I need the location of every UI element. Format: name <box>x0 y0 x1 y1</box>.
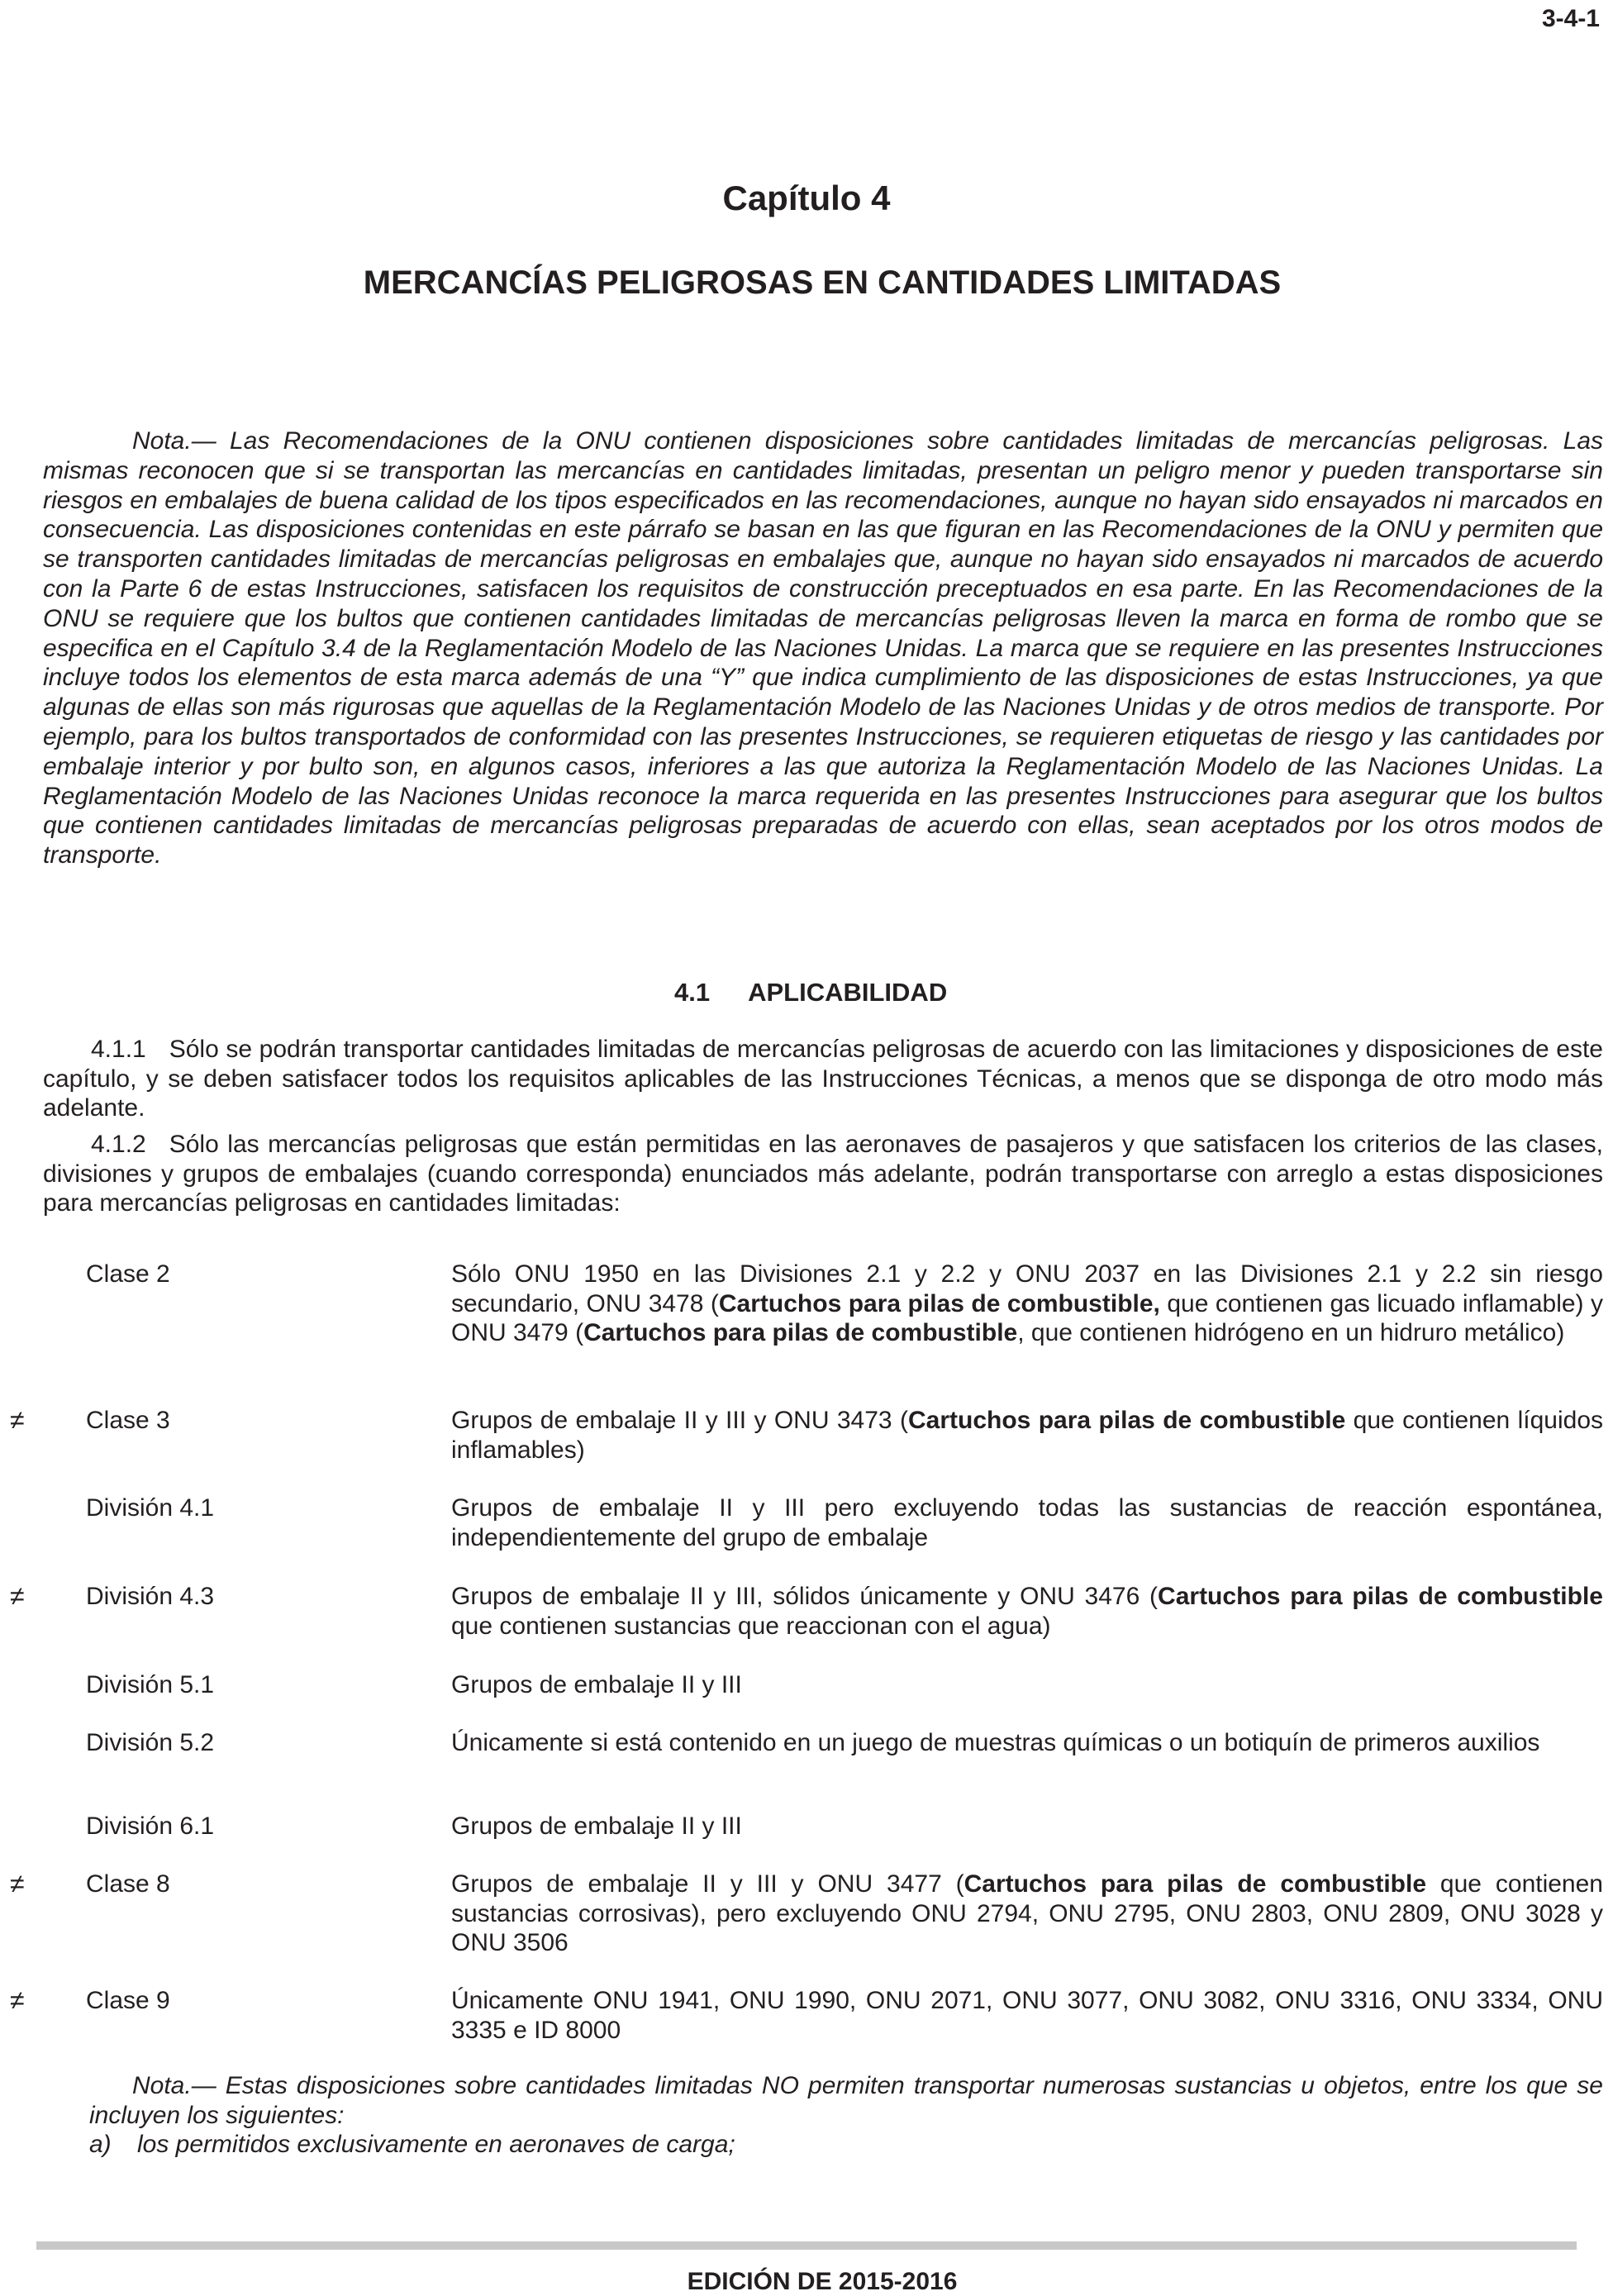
bold-term: Cartuchos para pilas de combustible <box>583 1319 1018 1346</box>
chapter-label: Capítulo 4 <box>722 179 891 217</box>
bold-term: Cartuchos para pilas de combustible, <box>718 1289 1160 1317</box>
class-description <box>451 1812 1603 1841</box>
change-marker: ≠ <box>10 1405 25 1435</box>
class-label: Clase 9 <box>86 1987 170 2014</box>
section-number: 4.1 <box>674 978 711 1007</box>
page-number: 3-4-1 <box>1541 5 1600 32</box>
class-label: División 6.1 <box>86 1813 215 1840</box>
class-description <box>451 1986 1603 2045</box>
paragraph-4-1-1 <box>43 1035 1603 1123</box>
list-item <box>89 2131 735 2159</box>
class-label: División 5.2 <box>86 1729 215 1756</box>
description-text: que contienen sustancias que reaccionan con el agua) <box>451 1612 1051 1640</box>
class-label: División 4.3 <box>86 1583 215 1610</box>
description-text: Grupos de embalaje II y III, sólidos únicamente y ONU 3476 ( <box>451 1583 1159 1610</box>
class-description <box>451 1406 1603 1465</box>
class-description <box>451 1870 1603 1958</box>
description-text: que contienen líquidos inflamables) <box>451 1407 1603 1464</box>
chapter-title: MERCANCÍAS PELIGROSAS EN CANTIDADES LIMITADAS <box>363 264 1282 301</box>
class-label: División 4.1 <box>86 1494 215 1522</box>
description-text: que contienen sustancias corrosivas), pero excluyendo ONU 2794, ONU 2795, ONU 2803, ONU 2809, ONU 3028 y ONU 3506 <box>451 1870 1603 1956</box>
change-marker: ≠ <box>10 1581 25 1611</box>
description-text: Grupos de embalaje II y III <box>451 1671 742 1698</box>
bold-term: Cartuchos para pilas de combustible <box>1158 1583 1603 1610</box>
section-heading <box>674 978 947 1007</box>
class-description <box>451 1728 1603 1758</box>
change-marker: ≠ <box>10 1985 25 2015</box>
change-marker: ≠ <box>10 1869 25 1898</box>
list-item-letter: a) <box>89 2131 112 2158</box>
class-description <box>451 1670 1603 1700</box>
class-description <box>451 1493 1603 1552</box>
class-label: Clase 2 <box>86 1260 170 1288</box>
description-text: , que contienen hidrógeno en un hidruro metálico) <box>1017 1319 1565 1346</box>
paragraph-text: Sólo se podrán transportar cantidades limitadas de mercancías peligrosas de acuerdo con las limitaciones y disposiciones de este capítulo, y se deben satisfacer todos los requisitos aplicables de las Instrucciones Técnicas, a menos que se disponga de otro modo más adelante. <box>43 1036 1603 1122</box>
list-item-text: los permitidos exclusivamente en aeronaves de carga; <box>137 2131 735 2158</box>
bold-term: Cartuchos para pilas de combustible <box>964 1870 1427 1898</box>
paragraph-4-1-2 <box>43 1130 1603 1218</box>
class-description <box>451 1260 1603 1348</box>
description-text: Únicamente si está contenido en un juego de muestras químicas o un botiquín de primeros auxilios <box>451 1729 1540 1756</box>
footer-rule <box>36 2241 1577 2250</box>
class-label: División 5.1 <box>86 1671 215 1698</box>
description-text: Sólo ONU 1950 en las Divisiones 2.1 y 2.2 y ONU 2037 en las Divisiones 2.1 y 2.2 sin riesgo secundario, ONU 3478 ( <box>451 1260 1603 1317</box>
paragraph-number: 4.1.2 <box>91 1131 146 1158</box>
class-label: Clase 8 <box>86 1870 170 1898</box>
paragraph-number: 4.1.1 <box>91 1036 146 1063</box>
description-text: Grupos de embalaje II y III <box>451 1813 742 1840</box>
class-label: Clase 3 <box>86 1407 170 1434</box>
section-title: APLICABILIDAD <box>748 978 948 1007</box>
class-description <box>451 1582 1603 1641</box>
bold-term: Cartuchos para pilas de combustible <box>907 1407 1346 1434</box>
description-text: Grupos de embalaje II y III y ONU 3473 ( <box>451 1407 908 1434</box>
description-text: Grupos de embalaje II y III y ONU 3477 ( <box>451 1870 964 1898</box>
description-text: Grupos de embalaje II y III pero excluyendo todas las sustancias de reacción espontánea, independientemente del grupo de embalaje <box>451 1494 1603 1551</box>
closing-note: Nota.— Estas disposiciones sobre cantidades limitadas NO permiten transportar numerosas sustancias u objetos, entre los que se incluyen los siguientes: <box>89 2072 1603 2129</box>
description-text: que contienen gas licuado inflamable) y ONU 3479 ( <box>451 1289 1604 1346</box>
edition-footer: EDICIÓN DE 2015-2016 <box>687 2268 958 2295</box>
paragraph-text: Sólo las mercancías peligrosas que están permitidas en las aeronaves de pasajeros y que satisfacen los criterios de las clases, divisiones y grupos de embalajes (cuando corresponda) enunciados más adelante, podrán transportarse con arreglo a estas disposiciones para mercancías peligrosas en cantidades limitadas: <box>43 1131 1603 1217</box>
intro-note: Nota.— Las Recomendaciones de la ONU contienen disposiciones sobre cantidades limitadas de mercancías peligrosas. Las mismas reconocen que si se transportan las mercancías en cantidades limitadas, presentan un peligro menor y pueden transportarse sin riesgos en embalajes de buena calidad de los tipos especificados en las recomendaciones, aunque no hayan sido ensayados ni marcados en consecuencia. Las disposiciones contenidas en este párrafo se basan en las que figuran en las Recomendaciones de la ONU y permiten que se transporten cantidades limitadas de mercancías peligrosas en embalajes que, aunque no hayan sido ensayados ni marcados de acuerdo con la Parte 6 de estas Instrucciones, satisfacen los requisitos de construcción preceptuados en esa parte. En las Recomendaciones de la ONU se requiere que los bultos que contienen cantidades limitadas de mercancías peligrosas lleven la marca en forma de rombo que se especifica en el Capítulo 3.4 de la Reglamentación Modelo de las Naciones Unidas. La marca que se requiere en las presentes Instrucciones incluye todos los elementos de esta marca además de una “Y” que indica cumplimiento de las disposiciones de estas Instrucciones, ya que algunas de ellas son más rigurosas que aquellas de la Reglamentación Modelo de las Naciones Unidas y de otros medios de transporte. Por ejemplo, para los bultos transportados de conformidad con las presentes Instrucciones, se requieren etiquetas de riesgo y las cantidades por embalaje interior y por bulto son, en algunos casos, inferiores a las que autoriza la Reglamentación Modelo de las Naciones Unidas. La Reglamentación Modelo de las Naciones Unidas reconoce la marca requerida en las presentes Instrucciones para asegurar que los bultos que contienen cantidades limitadas de mercancías peligrosas preparadas de acuerdo con ellas, sean aceptados por los otros modos de transporte. <box>43 427 1603 869</box>
description-text: Únicamente ONU 1941, ONU 1990, ONU 2071, ONU 3077, ONU 3082, ONU 3316, ONU 3334, ONU 3335 e ID 8000 <box>451 1987 1603 2044</box>
